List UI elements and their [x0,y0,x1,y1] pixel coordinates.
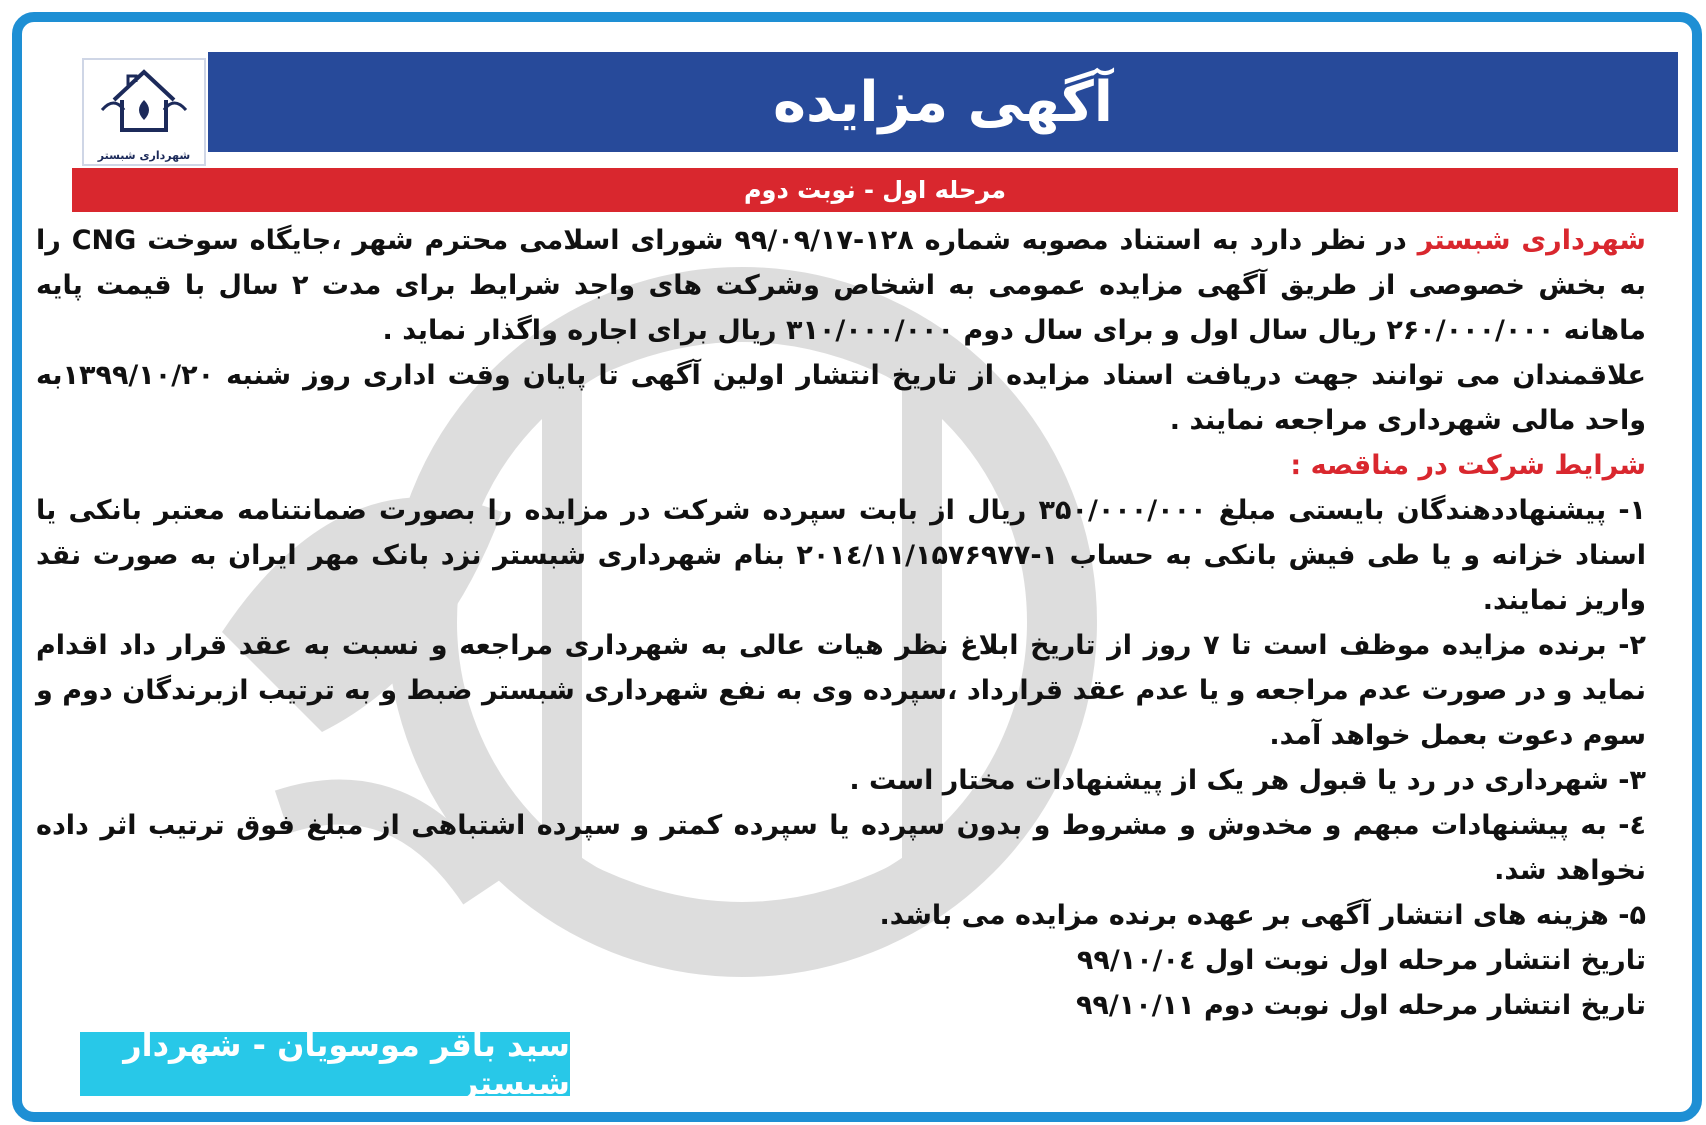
municipality-emblem-icon [84,60,204,144]
title-bar [208,52,1678,152]
paragraph-intro [36,218,1646,353]
signature-box [80,1026,570,1102]
condition-item-4: ٤- به پیشنهادات مبهم و مخدوش و مشروط و بدون سپرده یا سپرده کمتر و سپرده اشتباهی از مبلغ فوق ترتیب اثر داده نخواهد شد. [36,810,1646,886]
condition-item-1: ۱- پیشنهاددهندگان بایستی مبلغ ۳۵۰/۰۰۰/۰۰۰ ریال از بابت سپرده شرکت در مزایده را بصورت ضمانتنامه معتبر بانکی یا اسناد خزانه و یا طی فیش بانکی به حساب ۱-۲۰۱٤/۱۱/۱۵۷۶۹۷۷ بنام شهرداری شبستر نزد بانک مهر ایران به صورت نقد واریز نمایند. [36,495,1647,616]
conditions-heading: شرایط شرکت در مناقصه : [1290,450,1646,481]
municipality-name: شهرداری شبستر [1417,225,1646,256]
publication-date-1: تاریخ انتشار مرحله اول نوبت اول ۹۹/۱۰/۰٤ [1076,945,1646,976]
stage-subtitle: مرحله اول - نوبت دوم [743,176,1007,204]
condition-item-3: ۳- شهرداری در رد یا قبول هر یک از پیشنهادات مختار است . [849,765,1646,796]
publication-date-2: تاریخ انتشار مرحله اول نوبت دوم ۹۹/۱۰/۱۱ [1075,990,1646,1021]
logo-caption: شهرداری شبستر [97,149,191,162]
notice-frame [12,12,1702,1122]
notice-body [36,218,1646,1028]
signature-text: سید باقر موسویان - شهردار شبستر [123,1026,570,1102]
condition-item-5: ۵- هزینه های انتشار آگهی بر عهده برنده مزایده می باشد. [879,900,1646,931]
notice-title: آگهی مزایده [772,69,1114,135]
stage-bar [72,168,1678,212]
municipality-logo [82,58,206,166]
header [72,48,1678,162]
condition-item-2: ۲- برنده مزایده موظف است تا ۷ روز از تاریخ ابلاغ نظر هیات عالی به شهرداری مراجعه و نسبت به عقد قرار داد اقدام نماید و در صورت عدم مراجعه و یا عدم عقد قرارداد ،سپرده وی به نفع شهرداری شبستر ضبط و به ترتیب ازبرندگان دوم و سوم دعوت بعمل خواهد آمد. [36,630,1646,751]
paragraph-documents: علاقمندان می توانند جهت دریافت اسناد مزایده از تاریخ انتشار اولین آگهی تا پایان وقت اداری روز شنبه ۱۳۹۹/۱۰/۲۰به واحد مالی شهرداری مراجعه نمایند . [36,360,1646,436]
intro-text: در نظر دارد به استناد مصوبه شماره ۱۲۸-۹۹/۰۹/۱۷ شورای اسلامی محترم شهر ،جایگاه سوخت CNG را به بخش خصوصی از طریق آگهی مزایده عمومی به اشخاص وشرکت های واجد شرایط برای مدت ۲ سال با قیمت پایه ماهانه ۲۶۰/۰۰۰/۰۰۰ ریال سال اول و برای سال دوم ۳۱۰/۰۰۰/۰۰۰ ریال برای اجاره واگذار نماید . [36,225,1647,346]
